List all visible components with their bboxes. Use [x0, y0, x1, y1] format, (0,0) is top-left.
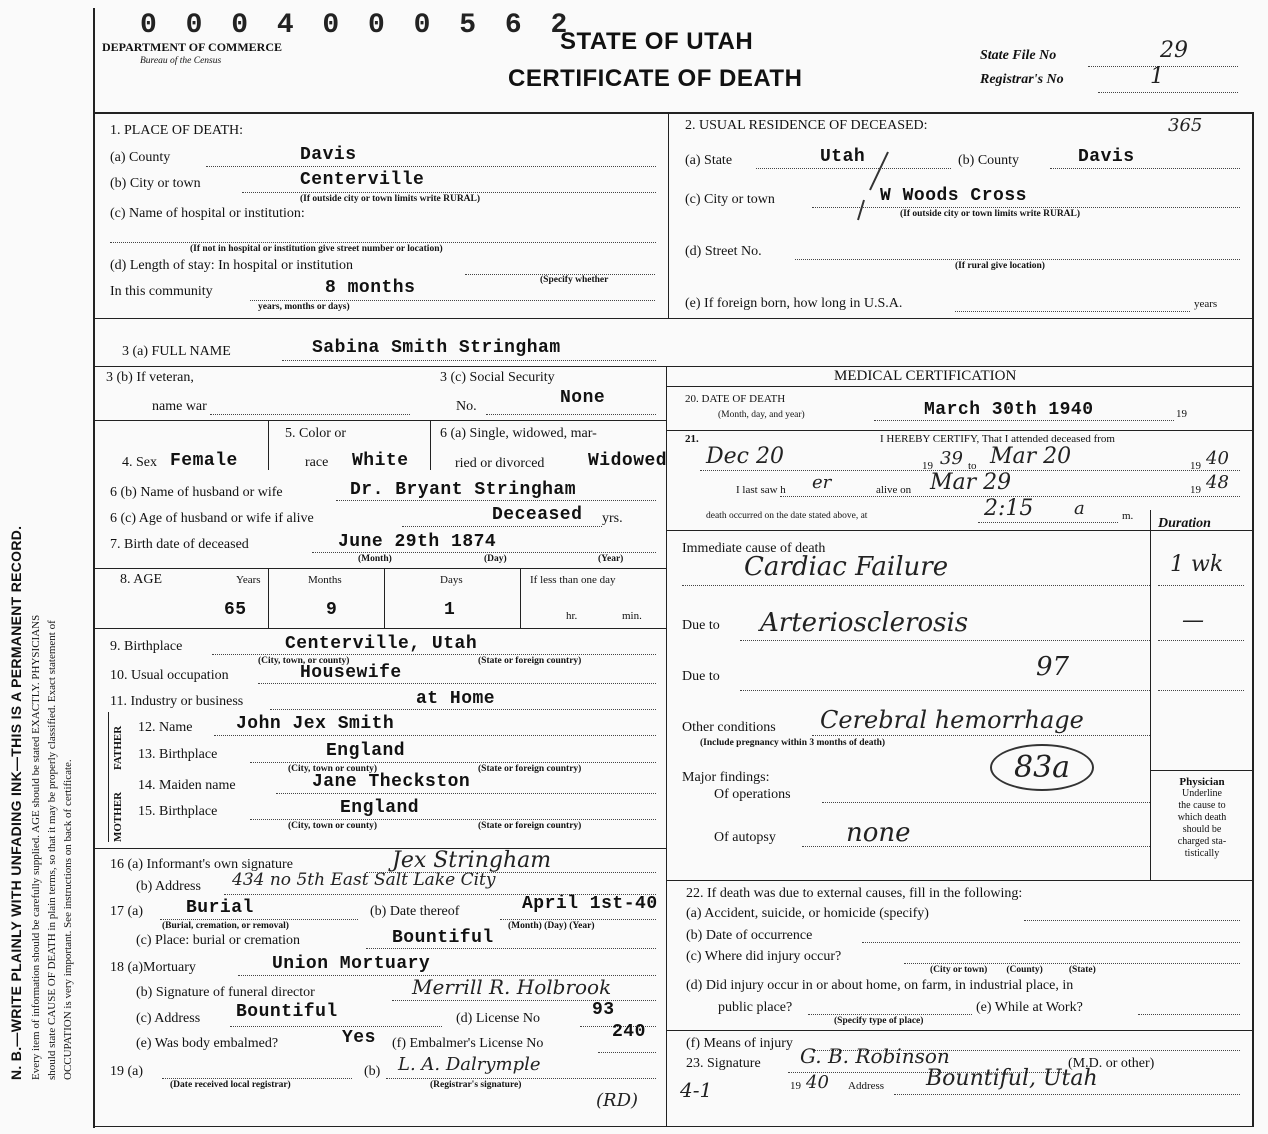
- res-county-label: (b) County: [958, 153, 1020, 168]
- registrar-label: Registrar's No: [980, 72, 1064, 87]
- mother-name-label: 14. Maiden name: [138, 778, 236, 793]
- age-less-than-day: If less than one day: [530, 574, 616, 586]
- county-label: (a) County: [110, 150, 171, 165]
- father-city-note: (City, town or county): [288, 764, 378, 774]
- received-note: (Date received local registrar): [170, 1080, 291, 1090]
- informant-address: 434 no 5th East Salt Lake City: [232, 870, 496, 890]
- mortuary-value: Union Mortuary: [272, 954, 431, 974]
- disposal-note: (Burial, cremation, or removal): [162, 921, 289, 931]
- state-file-label: State File No: [980, 48, 1057, 63]
- side-note-line3: should state CAUSE OF DEATH in plain terms, so that it may be properly classified. Exact statement of: [46, 620, 58, 1080]
- registrar-sig-note: (Registrar's signature): [430, 1080, 522, 1090]
- spouse-label: 6 (b) Name of husband or wife: [110, 485, 283, 500]
- father-side-label: FATHER: [112, 725, 124, 770]
- mother-name-value: Jane Theckston: [312, 772, 471, 792]
- due-to-1-value: Arteriosclerosis: [760, 608, 969, 638]
- day-note: (Day): [484, 554, 507, 564]
- certify-text: I HEREBY CERTIFY, That I attended deceased from: [880, 433, 1115, 445]
- state-file-number: 29: [1160, 38, 1188, 63]
- occupation-value: Housewife: [300, 663, 402, 683]
- occurred-label: death occurred on the date stated above, at: [706, 511, 868, 521]
- funeral-director-signature: Merrill R. Holbrook: [412, 975, 612, 999]
- date-of-death-label: 20. DATE OF DEATH: [685, 393, 786, 405]
- yrs-label: yrs.: [602, 511, 623, 526]
- res-county-value: Davis: [1078, 147, 1135, 167]
- side-note-line2: Every item of information should be carefully supplied. AGE should be stated EXACTLY. PHYSICIANS: [30, 614, 42, 1080]
- physician-instruction-box: [1156, 776, 1248, 860]
- due-to-2-label: Due to: [682, 669, 720, 684]
- attended-from: Dec 20: [706, 444, 784, 469]
- hr-label: hr.: [566, 610, 578, 622]
- funeral-address-label: (c) Address: [136, 1011, 201, 1026]
- spouse-value: Dr. Bryant Stringham: [350, 480, 577, 500]
- hospital-note: (If not in hospital or institution give street number or location): [190, 244, 443, 254]
- to-year: 40: [1206, 448, 1229, 469]
- birth-date-value: June 29th 1874: [338, 532, 497, 552]
- signature-year-prefix: 19: [790, 1080, 801, 1092]
- due-to-1-duration: —: [1182, 608, 1204, 633]
- external-c-label: (c) Where did injury occur?: [686, 949, 842, 964]
- due-to-1-label: Due to: [682, 618, 720, 633]
- physician-box-line: Underline: [1182, 788, 1222, 799]
- veteran-label: 3 (b) If veteran,: [106, 370, 194, 385]
- mother-birthplace-value: England: [340, 798, 420, 818]
- spouse-age-value: Deceased: [492, 505, 583, 525]
- birthplace-value: Centerville, Utah: [285, 634, 478, 654]
- year-note: (Year): [598, 554, 624, 564]
- city-note: (If outside city or town limits write RURAL): [300, 194, 481, 204]
- state-title: STATE OF UTAH: [560, 28, 754, 55]
- last-saw-date: Mar 29: [930, 470, 1012, 495]
- name-war-label: name war: [152, 399, 207, 414]
- father-birthplace-label: 13. Birthplace: [138, 747, 218, 762]
- sex-value: Female: [170, 451, 238, 471]
- years-note: years, months or days): [258, 302, 350, 312]
- age-days-col: Days: [440, 574, 463, 586]
- birth-date-label: 7. Birth date of deceased: [110, 537, 249, 552]
- disposal-label: 17 (a): [110, 904, 144, 919]
- funeral-director-label: (b) Signature of funeral director: [136, 985, 315, 1000]
- duration-label: Duration: [1158, 516, 1211, 531]
- res-city-label: (c) City or town: [685, 192, 775, 207]
- cause-code-circled: 83a: [990, 744, 1094, 791]
- res-street-note: (If rural give location): [955, 261, 1045, 271]
- signature-date: 4-1: [680, 1078, 713, 1102]
- min-label: min.: [622, 610, 642, 622]
- occupation-label: 10. Usual occupation: [110, 668, 229, 683]
- spouse-age-label: 6 (c) Age of husband or wife if alive: [110, 511, 314, 526]
- ss-value: None: [560, 388, 606, 408]
- father-birthplace-value: England: [326, 741, 406, 761]
- county-value: Davis: [300, 145, 357, 165]
- license-value: 93: [592, 1000, 615, 1020]
- physician-signature-label: 23. Signature: [686, 1056, 761, 1071]
- res-years-label: years: [1194, 298, 1218, 310]
- registrar-number: 1: [1150, 64, 1164, 89]
- sex-label: 4. Sex: [122, 455, 157, 470]
- full-name-label: 3 (a) FULL NAME: [122, 344, 231, 359]
- birthplace-city-note: (City, town, or county): [258, 656, 350, 666]
- received-label: 19 (a): [110, 1064, 144, 1079]
- father-name-value: John Jex Smith: [236, 714, 395, 734]
- embalmed-value: Yes: [342, 1028, 376, 1048]
- race-label: race: [305, 455, 329, 470]
- other-conditions-label: Other conditions: [682, 720, 776, 735]
- department-label: DEPARTMENT OF COMMERCE: [102, 40, 283, 54]
- serial-number: 0 0 0 4 0 0 0 5 6 2: [140, 10, 574, 41]
- other-conditions-value: Cerebral hemorrhage: [820, 706, 1084, 734]
- external-causes-label: 22. If death was due to external causes, fill in the following:: [686, 886, 1023, 901]
- external-b-label: (b) Date of occurrence: [686, 928, 813, 943]
- immediate-cause-label: Immediate cause of death: [682, 541, 826, 556]
- registrar-initials: (RD): [596, 1090, 639, 1111]
- city-value: Centerville: [300, 170, 425, 190]
- md-label: (M.D. or other): [1068, 1056, 1155, 1071]
- date-of-death-value: March 30th 1940: [924, 400, 1094, 420]
- industry-value: at Home: [416, 689, 496, 709]
- external-a-label: (a) Accident, suicide, or homicide (specify): [686, 906, 929, 921]
- registrar-signature: L. A. Dalrymple: [398, 1054, 541, 1075]
- place-of-death-heading: 1. PLACE OF DEATH:: [110, 123, 244, 138]
- physician-box-line: the cause to: [1178, 800, 1226, 811]
- side-note-line4: OCCUPATION is very important. See instructions on back of certificate.: [62, 759, 74, 1080]
- signature-address: Bountiful, Utah: [926, 1066, 1098, 1091]
- embalmer-license-label: (f) Embalmer's License No: [392, 1036, 544, 1051]
- informant-signature-label: 16 (a) Informant's own signature: [110, 857, 293, 872]
- last-saw-label: I last saw h: [736, 484, 786, 496]
- certify-number: 21.: [685, 433, 699, 445]
- physician-signature: G. B. Robinson: [800, 1044, 950, 1068]
- due-to-2-value: 97: [1036, 652, 1070, 682]
- immediate-cause-value: Cardiac Failure: [744, 552, 949, 582]
- to-year-prefix: 19: [1190, 460, 1201, 472]
- month-note: (Month): [358, 554, 392, 564]
- specify-note: (Specify whether: [540, 275, 609, 285]
- physician-box-line: should be: [1182, 824, 1222, 835]
- immediate-duration: 1 wk: [1170, 552, 1224, 577]
- physician-box-line: Physician: [1179, 776, 1225, 788]
- external-d-label-2: public place?: [718, 1000, 793, 1015]
- age-years-col: Years: [236, 574, 261, 586]
- external-f-label: (f) Means of injury: [686, 1036, 793, 1051]
- burial-place-value: Bountiful: [392, 928, 494, 948]
- color-label: 5. Color or: [285, 426, 347, 441]
- father-name-label: 12. Name: [138, 720, 193, 735]
- age-months-col: Months: [308, 574, 342, 586]
- marital-value: Widowed: [588, 451, 668, 471]
- embalmed-label: (e) Was body embalmed?: [136, 1036, 279, 1051]
- mother-birthplace-label: 15. Birthplace: [138, 804, 218, 819]
- medical-heading: MEDICAL CERTIFICATION: [834, 368, 1017, 384]
- signature-address-label: Address: [848, 1080, 885, 1092]
- mother-state-note: (State or foreign country): [478, 821, 582, 831]
- industry-label: 11. Industry or business: [110, 694, 244, 709]
- last-saw-year-prefix: 19: [1190, 484, 1201, 496]
- hospital-label: (c) Name of hospital or institution:: [110, 206, 305, 221]
- mother-side-label: MOTHER: [112, 791, 124, 842]
- burial-place-label: (c) Place: burial or cremation: [136, 933, 301, 948]
- of-operations-label: Of operations: [714, 787, 791, 802]
- physician-box-line: charged sta-: [1177, 836, 1227, 847]
- ss-no-label: No.: [456, 399, 477, 414]
- age-months-value: 9: [326, 600, 338, 620]
- birthplace-state-note: (State or foreign country): [478, 656, 582, 666]
- res-state-label: (a) State: [685, 153, 733, 168]
- handwritten-check-mark: [840, 150, 900, 230]
- birthplace-label: 9. Birthplace: [110, 639, 183, 654]
- external-e-label: (e) While at Work?: [976, 1000, 1083, 1015]
- res-street-label: (d) Street No.: [685, 244, 762, 259]
- last-saw-year: 48: [1206, 472, 1229, 493]
- physician-box-line: tistically: [1184, 848, 1220, 859]
- of-autopsy-label: Of autopsy: [714, 830, 776, 845]
- funeral-address-value: Bountiful: [236, 1002, 338, 1022]
- race-value: White: [352, 451, 409, 471]
- mother-city-note: (City, town or county): [288, 821, 378, 831]
- embalmer-license-value: 240: [612, 1022, 646, 1042]
- death-time-m: m.: [1122, 510, 1134, 522]
- last-saw-h: er: [812, 472, 832, 493]
- res-city-note: (If outside city or town limits write RURAL): [900, 209, 1081, 219]
- registrar-b-label: (b): [364, 1064, 381, 1079]
- burial-date-note: (Month) (Day) (Year): [508, 921, 595, 931]
- death-time-suffix: a: [1074, 498, 1085, 519]
- mortuary-label: 18 (a)Mortuary: [110, 960, 196, 975]
- attended-to: Mar 20: [990, 444, 1072, 469]
- burial-date-label: (b) Date thereof: [370, 904, 460, 919]
- license-label: (d) License No: [456, 1011, 540, 1026]
- res-foreign-label: (e) If foreign born, how long in U.S.A.: [685, 296, 903, 311]
- date-of-death-sub: (Month, day, and year): [718, 410, 805, 420]
- informant-address-label: (b) Address: [136, 879, 201, 894]
- death-time: 2:15: [984, 496, 1034, 521]
- external-c-note: (City or town) (County) (State): [930, 965, 1096, 975]
- informant-signature: Jex Stringham: [392, 848, 552, 873]
- age-days-value: 1: [444, 600, 456, 620]
- burial-date-value: April 1st-40: [522, 894, 658, 914]
- res-state-value: Utah: [820, 147, 866, 167]
- residence-note: 365: [1168, 115, 1203, 136]
- disposal-value: Burial: [186, 898, 254, 918]
- full-name-value: Sabina Smith Stringham: [312, 338, 561, 358]
- external-d-label: (d) Did injury occur in or about home, on farm, in industrial place, in: [686, 978, 1074, 993]
- stay-label: (d) Length of stay: In hospital or institution: [110, 258, 354, 273]
- from-year-prefix: 19: [922, 460, 933, 472]
- bureau-label: Bureau of the Census: [140, 56, 222, 66]
- of-autopsy-value: none: [846, 818, 911, 848]
- ss-label: 3 (c) Social Security: [440, 370, 555, 385]
- marital-label-1: 6 (a) Single, widowed, mar-: [440, 426, 597, 441]
- community-value: 8 months: [325, 278, 416, 298]
- community-label: In this community: [110, 284, 213, 299]
- marital-label-2: ried or divorced: [455, 456, 545, 471]
- certificate-title: CERTIFICATE OF DEATH: [508, 65, 803, 92]
- date-of-death-year-suffix: 19: [1176, 408, 1187, 420]
- father-state-note: (State or foreign country): [478, 764, 582, 774]
- other-conditions-note: (Include pregnancy within 3 months of death): [700, 738, 886, 748]
- side-note-permanent-record: N. B.—WRITE PLAINLY WITH UNFADING INK—THIS IS A PERMANENT RECORD.: [8, 525, 24, 1080]
- major-findings-label: Major findings:: [682, 770, 770, 785]
- alive-on-label: alive on: [876, 484, 912, 496]
- from-year: 39: [940, 448, 963, 469]
- res-city-value: W Woods Cross: [880, 186, 1027, 206]
- residence-heading: 2. USUAL RESIDENCE OF DECEASED:: [685, 118, 928, 133]
- age-years-value: 65: [224, 600, 247, 620]
- external-d-note: (Specify type of place): [834, 1016, 924, 1026]
- city-label: (b) City or town: [110, 176, 201, 191]
- physician-box-line: which death: [1177, 812, 1227, 823]
- age-label: 8. AGE: [120, 572, 162, 587]
- signature-year: 40: [806, 1072, 829, 1093]
- to-label: to: [968, 460, 977, 472]
